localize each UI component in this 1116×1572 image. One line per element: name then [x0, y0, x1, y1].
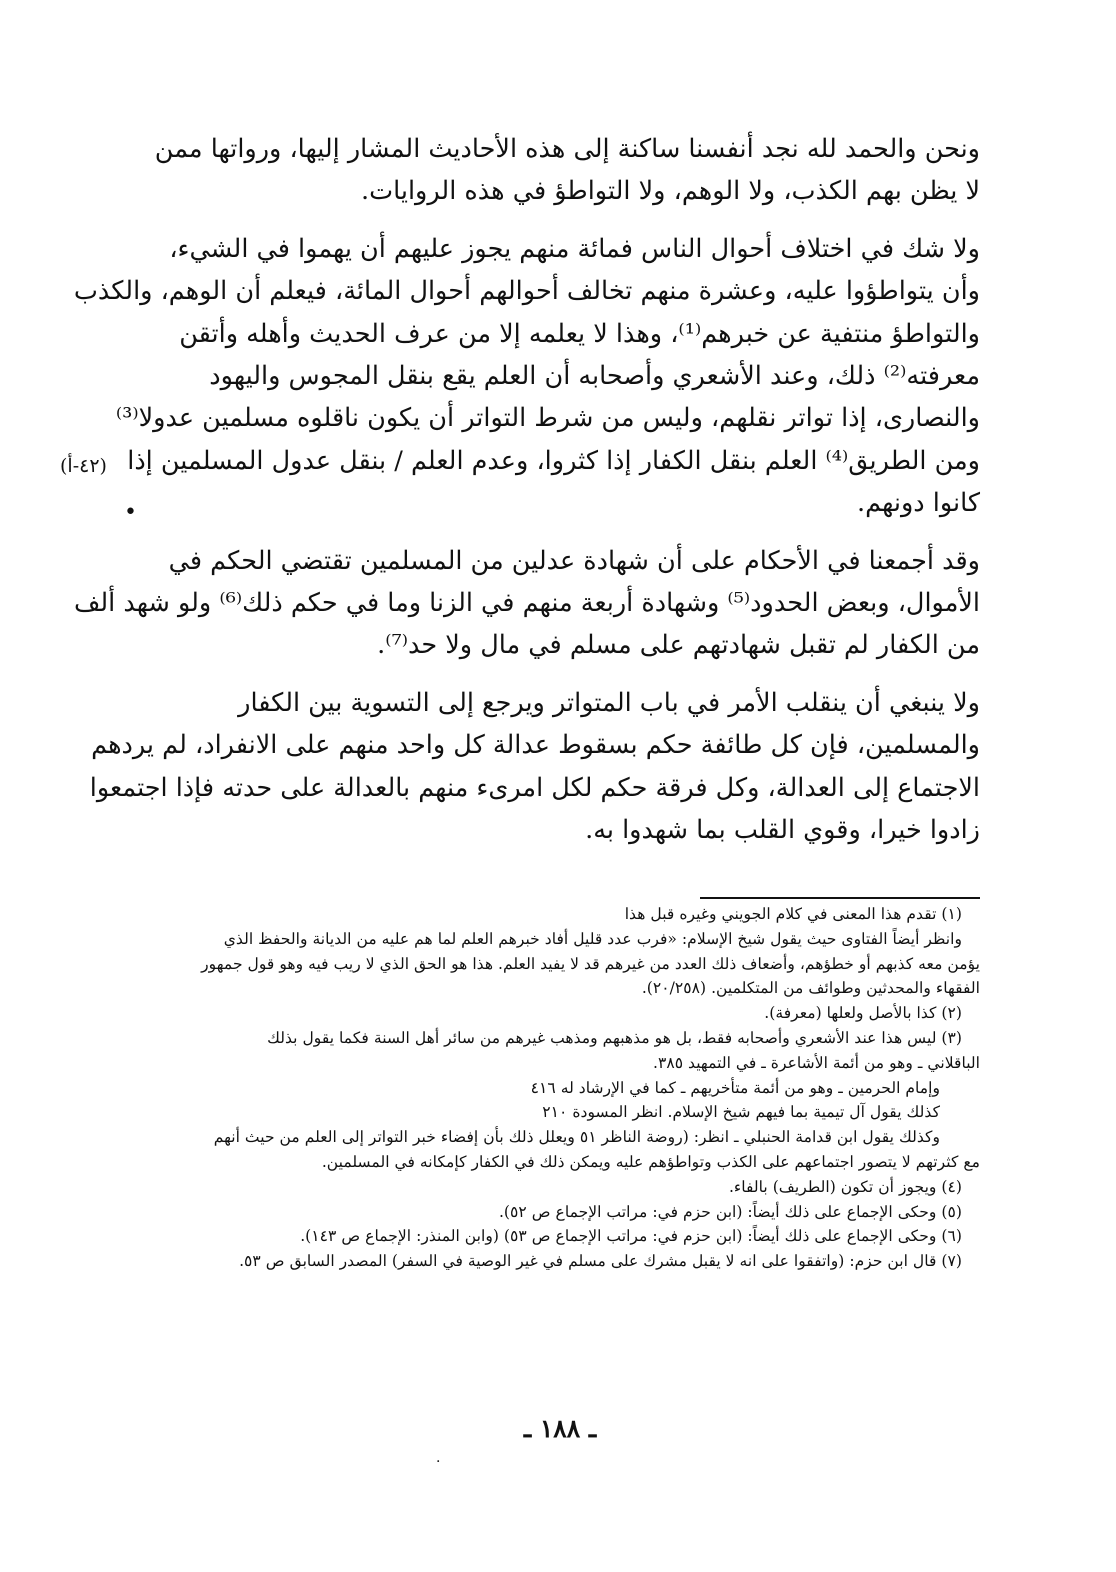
- footnote-line: وكذلك يقول ابن قدامة الحنبلي ـ انظر: (روضة الناظر ٥١ ويعلل ذلك بأن إفضاء خبر التواتر إلى العلم من حيث أنهم: [213, 1128, 940, 1147]
- body-paragraph: [89, 682, 980, 852]
- footnote-line: (١) تقدم هذا المعنى في كلام الجويني وغيره قبل هذا: [624, 905, 962, 923]
- body-line: زادوا خيرا، وقوي القلب بما شهدوا به.: [585, 815, 980, 846]
- footnote-separator: [700, 897, 980, 899]
- page-number: ـ ١٨٨ ـ: [523, 1414, 597, 1443]
- margin-folio-reference: (٤٢-أ): [60, 455, 107, 477]
- body-line: كانوا دونهم.: [857, 488, 980, 519]
- footnote-line: (٢) كذا بالأصل ولعلها (معرفة).: [764, 1004, 962, 1023]
- footnote-line: كذلك يقول آل تيمية بما فيهم شيخ الإسلام. انظر المسودة ٢١٠: [542, 1103, 940, 1122]
- footnote-line: الباقلاني ـ وهو من أئمة الأشاعرة ـ في التمهيد ٣٨٥.: [652, 1053, 980, 1072]
- margin-dot: •: [124, 500, 137, 525]
- body-line: من الكفار لم تقبل شهادتهم على مسلم في مال ولا حد⁽⁷⁾.: [377, 630, 980, 661]
- footnote-line: يؤمن معه كذبهم أو خطؤهم، وأضعاف ذلك العدد من غيرهم قد لا يفيد العلم. هذا هو الحق الذي لا ريب فيه وهو قول جمهور: [201, 954, 980, 973]
- footnote-line: (٤) ويجوز أن تكون (الطريف) بالفاء.: [728, 1177, 962, 1196]
- body-line: ومن الطريق⁽⁴⁾ العلم بنقل الكفار إذا كثروا، وعدم العلم / بنقل عدول المسلمين إذا: [127, 445, 980, 476]
- footnote-line: (٦) وحكى الإجماع على ذلك أيضاً: (ابن حزم في: مراتب الإجماع ص ٥٣) (وابن المنذر: الإجماع ص ١٤٣).: [300, 1227, 962, 1246]
- body-line: وقد أجمعنا في الأحكام على أن شهادة عدلين من المسلمين تقتضي الحكم في: [168, 545, 980, 576]
- body-line: والنصارى، إذا تواتر نقلهم، وليس من شرط التواتر أن يكون ناقلوه مسلمين عدولا⁽³⁾: [115, 403, 980, 434]
- body-line: ولا شك في اختلاف أحوال الناس فمائة منهم يجوز عليهم أن يهموا في الشيء،: [169, 233, 980, 264]
- footnote-line: (٥) وحكى الإجماع على ذلك أيضاً: (ابن حزم في: مراتب الإجماع ص ٥٢).: [498, 1202, 962, 1221]
- body-line: الأموال، وبعض الحدود⁽⁵⁾ وشهادة أربعة منهم في الزنا وما في حكم ذلك⁽⁶⁾ ولو شهد ألف: [74, 588, 980, 619]
- body-line: وأن يتواطؤوا عليه، وعشرة منهم تخالف أحوالهم أحوال المائة، فيعلم أن الوهم، والكذب: [73, 276, 980, 307]
- footnote-line: الفقهاء والمحدثين وطوائف من المتكلمين. (٢٠/٢٥٨).: [641, 979, 980, 998]
- footnote-line: وإمام الحرمين ـ وهو من أئمة متأخريهم ـ كما في الإرشاد له ٤١٦: [530, 1078, 940, 1097]
- body-line: ولا ينبغي أن ينقلب الأمر في باب المتواتر ويرجع إلى التسوية بين الكفار: [238, 687, 980, 718]
- body-line: لا يظن بهم الكذب، ولا الوهم، ولا التواطؤ في هذه الروايات.: [360, 176, 980, 207]
- footnote-line: (٣) ليس هذا عند الأشعري وأصحابه فقط، بل هو مذهبهم ومذهب غيرهم من سائر أهل السنة فكما يقول بذلك: [267, 1028, 962, 1047]
- footnotes-block: [158, 902, 980, 1274]
- footnote-line: وانظر أيضاً الفتاوى حيث يقول شيخ الإسلام: «فرب عدد قليل أفاد خبرهم العلم لما هم عليه من الديانة والحفظ الذي: [223, 929, 962, 948]
- body-paragraph: [150, 128, 980, 213]
- body-line: والمسلمين، فإن كل طائفة حكم بسقوط عدالة كل واحد منهم على الانفراد، لم يردهم: [91, 730, 980, 761]
- body-paragraph: [74, 540, 980, 667]
- body-line: الاجتماع إلى العدالة، وكل فرقة حكم لكل امرىء منهم بالعدالة على حدته فإذا اجتمعوا: [89, 772, 980, 803]
- body-line: معرفته⁽²⁾ ذلك، وعند الأشعري وأصحابه أن العلم يقع بنقل المجوس واليهود: [209, 361, 980, 392]
- body-line: ونحن والحمد لله نجد أنفسنا ساكنة إلى هذه الأحاديث المشار إليها، ورواتها ممن: [154, 134, 980, 164]
- footnote-line: مع كثرتهم لا يتصور اجتماعهم على الكذب وتواطؤهم عليه ويمكن ذلك في الكفار كإمكانه في المسلمين.: [321, 1152, 980, 1171]
- footnote-line: (٧) قال ابن حزم: (واتفقوا على انه لا يقبل مشرك على مسلم في غير الوصية في السفر) المصدر السابق ص ٥٣.: [239, 1252, 962, 1271]
- body-line: والتواطؤ منتفية عن خبرهم⁽¹⁾، وهذا لا يعلمه إلا من عرف الحديث وأهله وأتقن: [179, 318, 980, 349]
- stray-mark: ·: [436, 1454, 441, 1470]
